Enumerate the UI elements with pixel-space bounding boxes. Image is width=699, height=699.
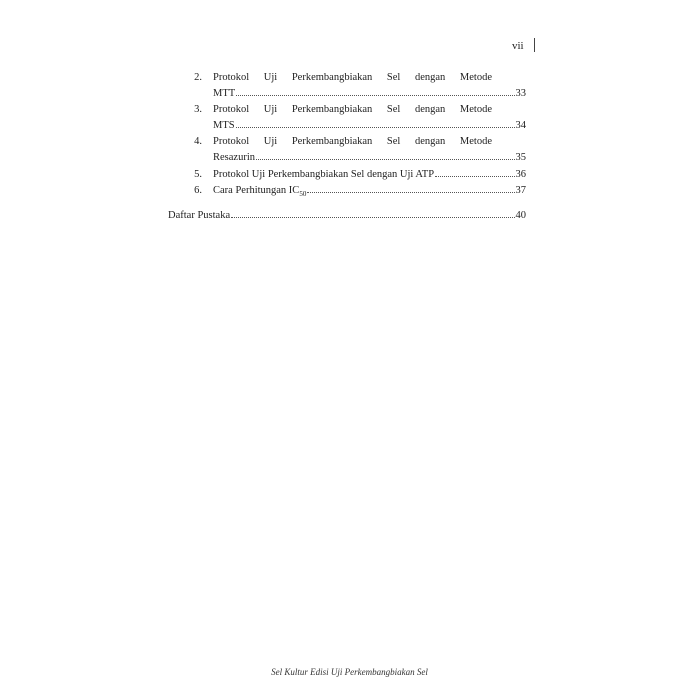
- toc-entry-page: 36: [515, 169, 526, 180]
- toc-leader-dots: [435, 167, 514, 177]
- toc-entry-title: Protokol Uji Perkembangbiakan Sel dengan Metode: [213, 104, 492, 115]
- toc-entry-number: 4.: [194, 136, 202, 147]
- toc-leader-dots: [231, 208, 514, 218]
- toc-entry-title-cont: Resazurin: [213, 152, 255, 163]
- toc-entry-page: 40: [515, 210, 526, 221]
- toc-entry-page: 34: [515, 120, 526, 131]
- toc-leader-dots: [236, 86, 514, 96]
- toc-entry-title: Protokol Uji Perkembangbiakan Sel dengan Metode: [213, 136, 492, 147]
- toc-leader-dots: [236, 118, 515, 128]
- toc-entry-page: 37: [515, 185, 526, 196]
- toc-entry-title: Protokol Uji Perkembangbiakan Sel dengan Metode: [213, 72, 492, 83]
- toc-entry-subscript: 50: [299, 190, 307, 199]
- toc-entry-title: Protokol Uji Perkembangbiakan Sel dengan Uji ATP: [213, 169, 435, 180]
- toc-entry-number: 6.: [194, 185, 202, 196]
- page-number: vii: [512, 40, 524, 52]
- toc-entry-number: 3.: [194, 104, 202, 115]
- toc-entry-number: 5.: [194, 169, 202, 180]
- page-number-rule: [534, 38, 535, 52]
- toc-entry-title-cont: MTS: [213, 120, 235, 131]
- toc-entry-title: Daftar Pustaka: [168, 210, 231, 221]
- toc-leader-dots: [256, 150, 515, 160]
- running-footer: Sel Kultur Edisi Uji Perkembangbiakan Sel: [271, 667, 428, 677]
- toc-entry-title: Cara Perhitungan IC: [213, 185, 300, 196]
- toc-leader-dots: [307, 183, 514, 193]
- toc-entry-page: 33: [515, 88, 526, 99]
- toc-entry-number: 2.: [194, 72, 202, 83]
- toc-entry-page: 35: [515, 152, 526, 163]
- toc-entry-title-cont: MTT: [213, 88, 236, 99]
